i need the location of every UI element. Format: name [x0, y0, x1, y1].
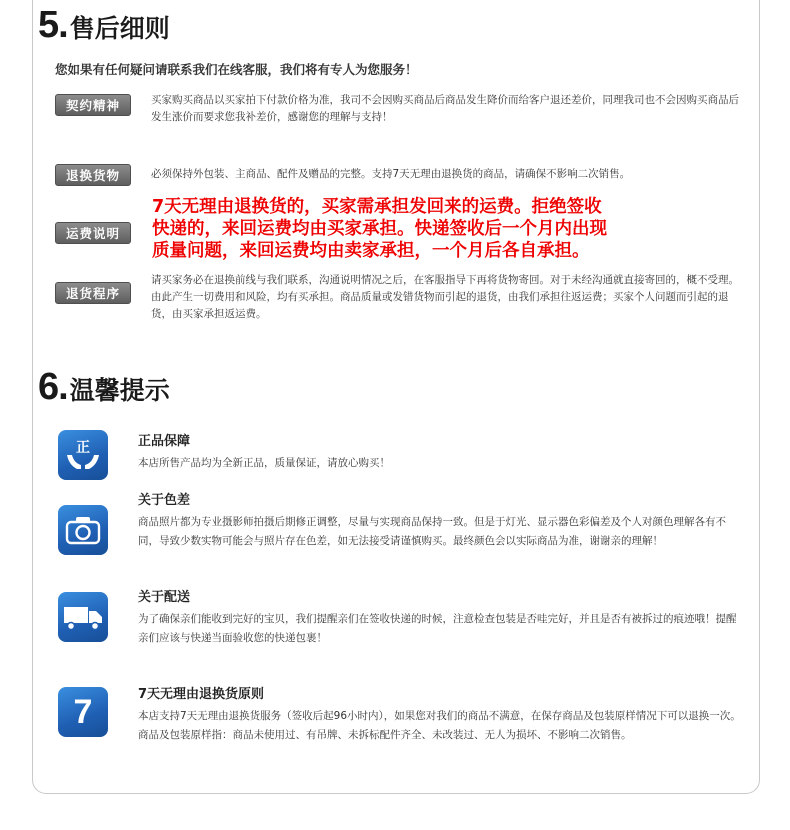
section5-title: 售后细则	[69, 14, 170, 43]
tip-text-seven-days: 本店支持7天无理由退换货服务（签收后起96小时内），如果您对我们的商品不满意，在保存商品及包装原样情况下可以退换一次。商品及包装原样指：商品未使用过、有吊牌、未拆标配件齐全、未改装过、无人为损坏、不影响二次销售。	[138, 710, 741, 741]
rule-text-contract: 买家购买商品以买家拍下付款价格为准，我司不会因购买商品后商品发生降价而给客户退还差价，同理我司也不会因购买商品后发生涨价而要求您我补差价，感谢您的理解与支持！	[151, 94, 739, 123]
genuine-icon-char: 正	[76, 440, 90, 456]
tip-title-genuine: 正品保障	[138, 434, 191, 449]
tip-text-delivery: 为了确保亲们能收到完好的宝贝，我们提醒亲们在签收快递的时候，注意检查包装是否哇完好，并且是否有被拆过的痕迹哦！提醒亲们应该与快递当面验收您的快递包裹！	[138, 613, 737, 644]
seven-days-icon-char: 7	[73, 692, 93, 731]
shipping-warning-line: 质量问题，来回运费均由卖家承担，一个月后各自承担。	[152, 241, 590, 261]
section5-number: 5.	[38, 4, 68, 46]
tip-title-delivery: 关于配送	[138, 590, 191, 605]
section6-heading	[38, 368, 170, 407]
delivery-truck-icon	[58, 592, 108, 642]
rule-text-return: 请买家务必在退换前线与我们联系，沟通说明情况之后，在客服指导下再将货物寄回。对于未经沟通就直接寄回的，概不受理。由此产生一切费用和风险，均有买承担。商品质量或发错货物而引起的退货，由我们承担往返运费；买家个人问题而引起的退货，由买家承担返运费。	[151, 274, 739, 320]
section6-number: 6.	[38, 366, 68, 408]
shipping-warning-line: 7天无理由退换货的，买家需承担发回来的运费。拒绝签收	[152, 197, 602, 217]
section5-heading	[38, 6, 170, 45]
seven-days-icon	[58, 687, 108, 737]
tip-text-color: 商品照片都为专业摄影师拍摄后期修正调整，尽量与实现商品保持一致。但是于灯光、显示器色彩偏差及个人对颜色理解各有不同，导致少数实物可能会与照片存在色差，如无法接受请谨慎购买。最终颜色会以实际商品为准，谢谢亲的理解！	[138, 516, 726, 547]
tip-title-color: 关于色差	[138, 493, 191, 508]
camera-icon	[58, 505, 108, 555]
rule-badge-return: 退货程序	[55, 282, 131, 304]
shipping-warning-line: 快递的，来回运费均由买家承担。快递签收后一个月内出现	[152, 219, 607, 239]
shipping-warning	[152, 196, 752, 262]
tip-title-seven-days: 7天无理由退换货原则	[138, 687, 265, 702]
section5-intro: 您如果有任何疑问请联系我们在线客服，我们将有专人为您服务！	[55, 62, 418, 77]
rule-badge-shipping: 运费说明	[55, 222, 131, 244]
rule-text-exchange: 必须保持外包装、主商品、配件及赠品的完整。支持7天无理由退换货的商品，请确保不影响二次销售。	[151, 168, 631, 180]
rule-badge-contract: 契约精神	[55, 94, 131, 116]
genuine-hands-icon	[58, 430, 108, 480]
section6-title: 温馨提示	[69, 376, 170, 405]
tip-text-genuine: 本店所售产品均为全新正品，质量保证，请放心购买！	[138, 457, 390, 469]
rule-badge-exchange: 退换货物	[55, 164, 131, 186]
